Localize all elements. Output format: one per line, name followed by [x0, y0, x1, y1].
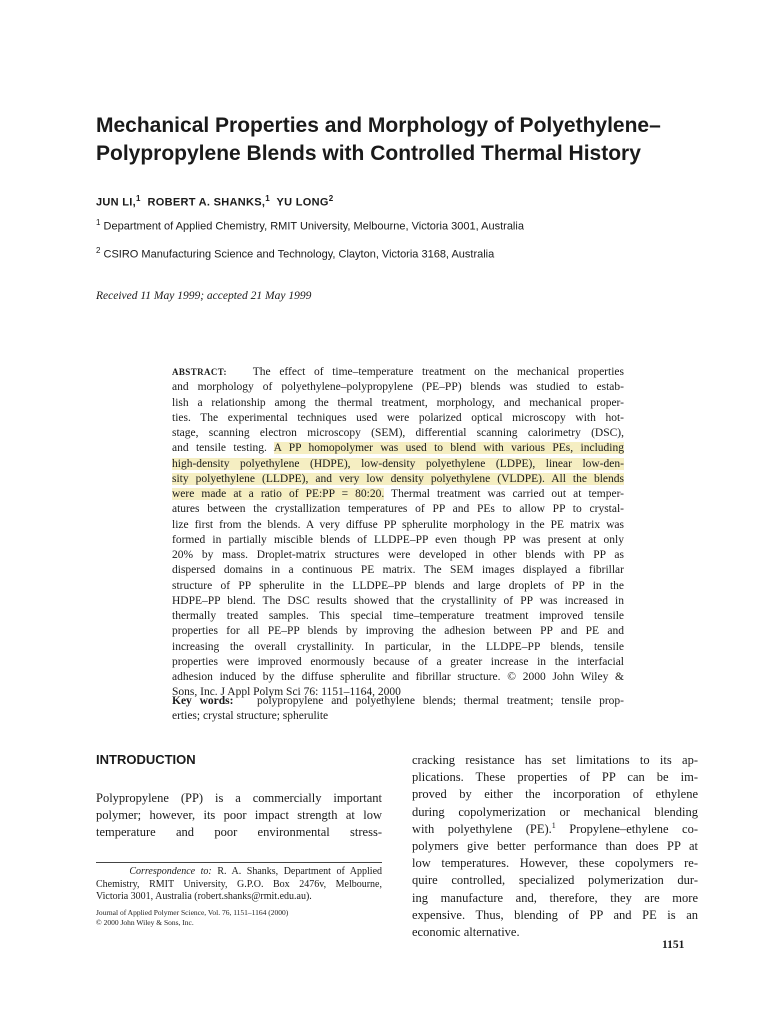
keywords-text: polypropylene and polyethylene blends; thermal treatment; tensile prop- [256, 695, 624, 707]
journal-info [96, 908, 288, 927]
section-heading-introduction: INTRODUCTION [96, 752, 196, 767]
abstract-line: stage, scanning electron microscopy (SEM), differential scanning calorimetry (DSC), [172, 427, 624, 439]
abstract-line: The effect of time–temperature treatment on the mechanical properties [252, 366, 624, 378]
abstract-line: atures between the crystallization temperatures of PP and PEs to allow PP to crystal- [172, 503, 624, 516]
abstract-line: ties. The experimental techniques used were polarized optical microscopy with hot- [172, 411, 624, 424]
page-number: 1151 [662, 939, 685, 951]
affiliation-mark: 2 [96, 246, 101, 255]
body-line: temperature and poor environmental stress- [96, 825, 382, 840]
correspondence-label: Correspondence to: [129, 866, 212, 877]
author-name: YU LONG [276, 196, 329, 209]
body-line: during copolymerization or mechanical blending [412, 804, 698, 819]
author-name: ROBERT A. SHANKS, [147, 196, 266, 209]
affiliation-1 [96, 218, 524, 233]
abstract-line: and morphology of polyethylene–polypropylene (PE–PP) blends was studied to estab- [172, 381, 624, 394]
author-affiliation-mark: 2 [328, 194, 334, 203]
footnote-divider [96, 862, 382, 863]
abstract-line: HDPE–PP blend. The DSC results showed that the crystallinity of PP was increased in [172, 594, 624, 607]
keywords [172, 694, 624, 724]
abstract-label: ABSTRACT: [172, 367, 227, 377]
body-line: cracking resistance has set limitations to its ap- [412, 753, 698, 767]
body-line: Propylene–ethylene co- [569, 821, 698, 836]
author-affiliation-mark: 1 [265, 194, 270, 203]
title-line-2: Polypropylene Blends with Controlled Thermal History [96, 142, 641, 165]
journal-citation: Journal of Applied Polymer Science, Vol. 76, 1151–1164 (2000) [96, 908, 289, 917]
footnote-text: R. A. Shanks, Department of Applied [217, 866, 383, 877]
abstract-line: Thermal treatment was carried out at temper- [391, 488, 625, 500]
affiliation-mark: 1 [96, 218, 101, 227]
keywords-text: erties; crystal structure; spherulite [172, 710, 329, 722]
abstract-line: and tensile testing. [172, 442, 267, 455]
abstract-line: formed in partially miscible blends of LLDPE–PP even though PP was present at only [172, 533, 624, 546]
abstract-highlight: were made at a ratio of PE:PP = 80:20. [172, 488, 385, 500]
citation-ref: 1 [551, 820, 556, 830]
paper-title [96, 112, 716, 168]
copyright: © 2000 John Wiley & Sons, Inc. [96, 917, 194, 927]
body-line: economic alternative. [412, 924, 520, 939]
body-line: quire controlled, specialized polymerization dur- [412, 873, 698, 888]
affiliation-text: CSIRO Manufacturing Science and Technology, Clayton, Victoria 3168, Australia [103, 248, 495, 261]
abstract-line: properties for all PE–PP blends by improving the adhesion between PP and PE and [172, 625, 624, 638]
received-dates: Received 11 May 1999; accepted 21 May 1999 [96, 290, 312, 302]
body-line: ing manufacture and, therefore, they are more [412, 890, 698, 905]
abstract-line: 20% by mass. Droplet-matrix structures were developed in other blends with PP as [172, 549, 624, 561]
body-line: low temperatures. However, these copolymers re- [412, 856, 698, 871]
abstract [172, 365, 624, 701]
body-line: expensive. Thus, blending of PP and PE is an [412, 907, 698, 922]
abstract-line: structure of PP spherulite in the LLDPE–PP blends and large droplets of PP in the [172, 579, 624, 592]
author-affiliation-mark: 1 [136, 194, 141, 203]
author-list [96, 194, 333, 209]
affiliation-2 [96, 246, 494, 261]
footnote-text: Chemistry, RMIT University, G.P.O. Box 2476v, Melbourne, [96, 878, 382, 890]
abstract-line: Sons, Inc. J Appl Polym Sci 76: 1151–1164, 2000 [172, 686, 401, 699]
correspondence-footnote [96, 866, 382, 904]
abstract-line: properties were improved enormously because of a greater increase in the interfacial [172, 655, 624, 668]
title-line-1: Mechanical Properties and Morphology of Polyethylene– [96, 114, 661, 137]
abstract-line: dispersed domains in a continuous PE matrix. The SEM images displayed a fibrillar [172, 564, 624, 577]
author-name: JUN LI, [96, 196, 136, 209]
body-line: polymer; however, its poor impact strength at low [96, 808, 382, 823]
body-line: plications. These properties of PP can be im- [412, 770, 698, 785]
keywords-label: Key words: [172, 695, 234, 707]
affiliation-text: Department of Applied Chemistry, RMIT University, Melbourne, Victoria 3001, Australia [103, 220, 524, 233]
abstract-line: increasing the overall crystallinity. In particular, in the LLDPE–PP blends, tensile [172, 640, 624, 653]
abstract-highlight: sity polyethylene (LLDPE), and very low density polyethylene (VLDPE). All the blends [172, 472, 624, 485]
abstract-highlight: A PP homopolymer was used to blend with various PEs, including [273, 442, 624, 455]
footnote-text: Victoria 3001, Australia (robert.shanks@rmit.edu.au). [96, 891, 312, 903]
intro-left-column [96, 790, 382, 842]
abstract-line: lize first from the blends. A very diffuse PP spherulite morphology in the PE matrix was [172, 518, 624, 531]
intro-right-column [412, 752, 698, 941]
body-line: with polyethylene (PE). [412, 821, 552, 836]
body-line: proved by either the incorporation of ethylene [412, 787, 698, 802]
abstract-highlight: high-density polyethylene (HDPE), low-density polyethylene (LDPE), linear low-den- [172, 457, 624, 470]
body-line: Polypropylene (PP) is a commercially important [96, 791, 382, 805]
body-line: polymers give better performance than does PP at [412, 838, 698, 853]
abstract-line: thermally treated samples. This special time–temperature treatment improved tensile [172, 610, 624, 622]
abstract-line: adhesion induced by the diffuse spherulite and fibrillar structure. © 2000 John Wiley & [172, 671, 624, 683]
abstract-line: lish a relationship among the thermal treatment, morphology, and mechanical proper- [172, 396, 624, 409]
